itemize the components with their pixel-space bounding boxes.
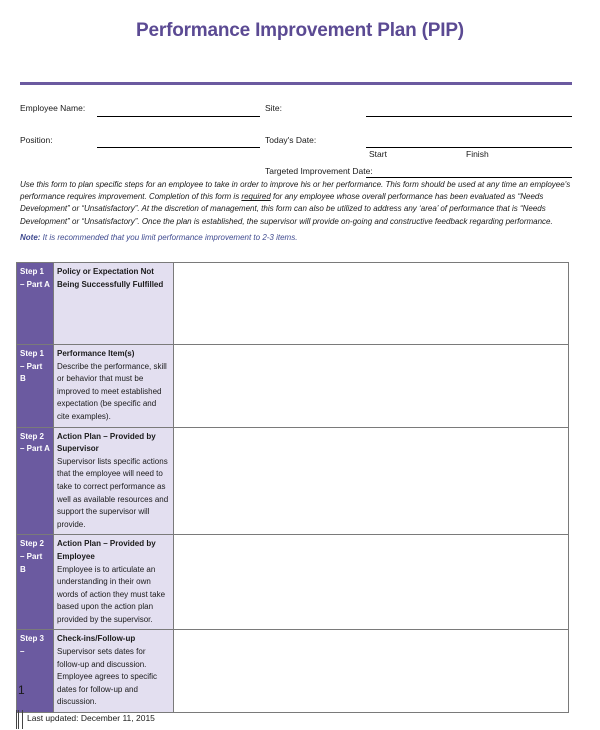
step-label: Step 2 – Part B xyxy=(17,535,54,630)
step-description xyxy=(54,263,174,345)
table-row xyxy=(17,535,569,630)
site-label: Site: xyxy=(265,103,283,113)
step-response-cell[interactable] xyxy=(174,345,569,428)
step-heading: Policy or Expectation Not Being Successfully Fulfilled xyxy=(57,267,164,289)
step-description xyxy=(54,535,174,630)
step-label: Step 3 – xyxy=(17,630,54,713)
todays-date-label: Today's Date: xyxy=(265,135,317,145)
step-label: Step 1 – Part B xyxy=(17,345,54,428)
step-label: Step 1 – Part A xyxy=(17,263,54,345)
step-heading: Check-ins/Follow-up xyxy=(57,634,136,644)
margin-bars-icon xyxy=(16,710,23,729)
table-row xyxy=(17,427,569,535)
pip-steps-table xyxy=(16,262,569,713)
table-row xyxy=(17,630,569,713)
step-text: Describe the performance, skill or behavior that must be improved to meet established expectation (be specific and cite examples). xyxy=(57,361,167,421)
step-response-cell[interactable] xyxy=(174,427,569,535)
employee-name-field[interactable] xyxy=(97,116,260,117)
step-heading: Performance Item(s) xyxy=(57,349,135,358)
last-updated: Last updated: December 11, 2015 xyxy=(27,713,155,723)
targeted-date-label: Targeted Improvement Date: xyxy=(265,166,373,176)
table-row xyxy=(17,345,569,428)
step-text: Employee is to articulate an understanding in their own words of action they must take based upon the action plan provided by the supervisor. xyxy=(57,564,166,624)
table-row xyxy=(17,263,569,345)
title-divider xyxy=(20,82,572,85)
note xyxy=(20,233,297,242)
step-text: Supervisor sets dates for follow-up and discussion. Employee agrees to specific dates for follow-up and discussion. xyxy=(57,647,158,707)
start-label: Start xyxy=(369,149,387,159)
todays-date-field[interactable] xyxy=(366,147,572,148)
step-response-cell[interactable] xyxy=(174,535,569,630)
position-field[interactable] xyxy=(97,147,260,148)
targeted-date-field[interactable] xyxy=(366,177,572,178)
note-text: It is recommended that you limit performance improvement to 2-3 items. xyxy=(40,233,298,242)
step-heading: Action Plan – Provided by Supervisor xyxy=(57,431,156,454)
instructions-part-2: for any employee whose overall performance has been evaluated as “Needs Development” or “Unsatisfactory”. At the discretion of management, this form can also be utilized to address any ‘area’ of performance that is “Needs Development” or “Unsatisfactory”. Once the plan is established, the supervisor will provide on-going and constructive feedback regarding performance. xyxy=(20,192,553,226)
required-word: required xyxy=(241,192,271,202)
step-label: Step 2 – Part A xyxy=(17,427,54,535)
site-field[interactable] xyxy=(366,116,572,117)
instructions-part-1: Use this form to plan specific steps for an employee to take in order to improve his or her performance. This form should be used at any time an employee's performance requires improvement. Completion of this form is xyxy=(20,180,571,202)
step-description xyxy=(54,345,174,428)
page-number: 1 xyxy=(18,683,25,697)
position-label: Position: xyxy=(20,135,53,145)
step-response-cell[interactable] xyxy=(174,630,569,713)
instructions-paragraph xyxy=(20,179,580,228)
step-text: Supervisor lists specific actions that the employee will need to take to correct performance as well as available resources and support the supervisor will provide. xyxy=(57,456,169,529)
step-response-cell[interactable] xyxy=(174,263,569,345)
page-title: Performance Improvement Plan (PIP) xyxy=(136,20,464,41)
step-description xyxy=(54,427,174,535)
note-label: Note: xyxy=(20,233,41,242)
step-heading: Action Plan – Provided by Employee xyxy=(57,539,156,561)
employee-name-label: Employee Name: xyxy=(20,103,86,113)
step-description xyxy=(54,630,174,713)
finish-label: Finish xyxy=(466,149,489,159)
